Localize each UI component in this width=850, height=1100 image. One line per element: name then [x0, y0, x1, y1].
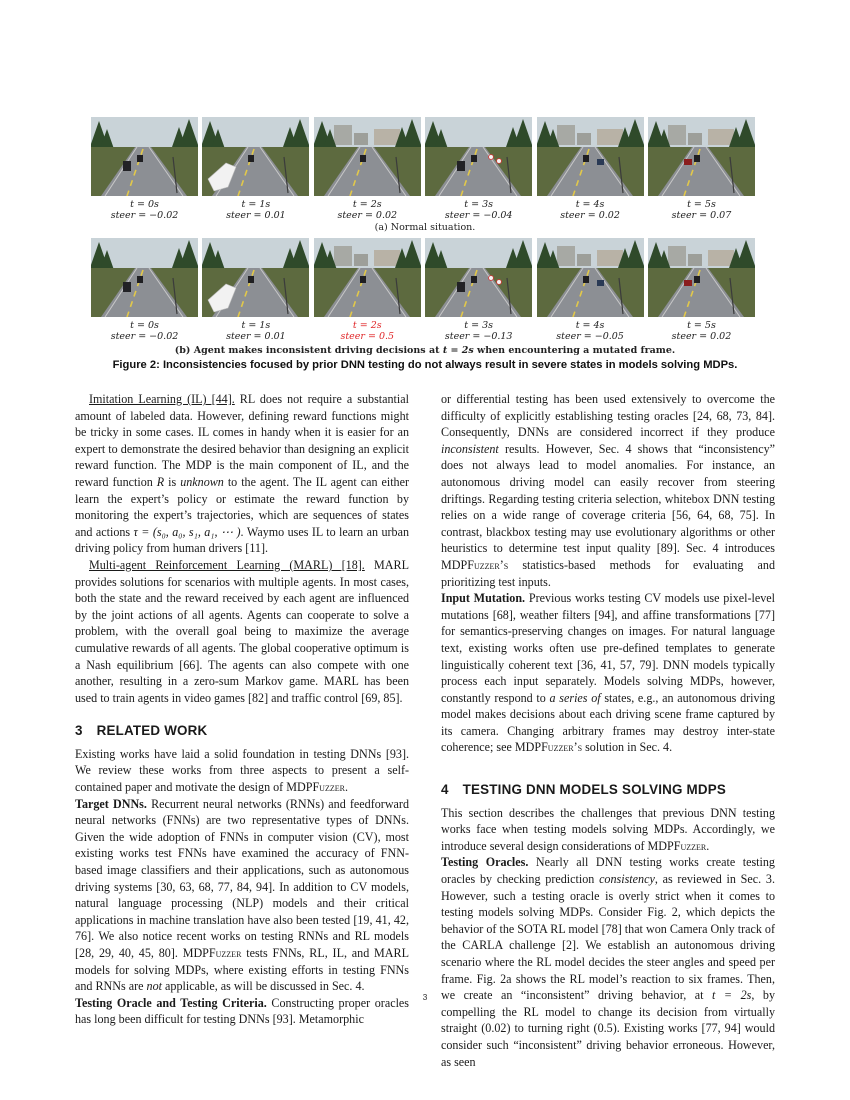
frame-cell: [91, 117, 198, 221]
driving-frame-image: [314, 238, 421, 317]
frame-cell: [648, 238, 755, 342]
section-heading-related-work: 3 RELATED WORK: [75, 723, 208, 739]
frame-steer-label: steer = −0.02: [110, 210, 179, 221]
building: [708, 129, 734, 145]
driving-frame-image: [314, 117, 421, 196]
car: [597, 280, 604, 286]
frame-time-label: t = 2s: [352, 199, 382, 210]
frame-time-label: t = 4s: [575, 320, 605, 331]
car: [583, 155, 589, 162]
frame-cell: [425, 238, 532, 342]
frame-time-label-mutated: t = 2s: [352, 320, 382, 331]
frame-cell: [314, 117, 421, 221]
driving-frame-image: [202, 117, 309, 196]
car: [457, 161, 465, 171]
frame-steer-label: steer = 0.07: [671, 210, 732, 221]
driving-frame-image: [537, 238, 644, 317]
traffic-sign: [497, 280, 502, 285]
building: [688, 254, 702, 266]
building: [597, 129, 623, 145]
frame-time-label: t = 1s: [241, 320, 271, 331]
building: [668, 246, 686, 266]
building: [708, 250, 734, 266]
car: [123, 282, 131, 292]
frame-time-label: t = 3s: [464, 320, 494, 331]
driving-frame-image: [425, 117, 532, 196]
section-heading-testing-mdps: 4 TESTING DNN MODELS SOLVING MDPS: [441, 782, 727, 798]
paragraph-imitation-learning: Imitation Learning (IL) [44]. RL does not require a substantial amount of labeled data. However, defining reward functions might be tricky in some cases. IL comes in handy when it is easier for an expert to demonstrate the desired behavior than designing an explicit reward function. The MDP is the main component of IL, and the reward function R is unknown to the agent. The IL agent can either learn the expert’s policy or estimate the reward function by monitoring the expert’s trajectories, which are sequences of states and actions τ = (s₀, a₀, s₁, a₁, ⋯ ). Waymo uses IL to learn an urban driving policy from human drivers [11].: [75, 392, 409, 556]
building: [557, 246, 575, 266]
frame-steer-label: steer = 0.02: [671, 331, 732, 342]
frame-time-label: t = 3s: [464, 199, 494, 210]
car: [684, 280, 692, 286]
traffic-sign: [497, 159, 502, 164]
driving-frame-image: [537, 117, 644, 196]
car: [457, 282, 465, 292]
paragraph-testing-oracles: Testing Oracles. Nearly all DNN testing works create testing oracles by checking prediction consistency, as reviewed in Sec. 3. However, such a testing oracle is overly strict when it comes to testing models solving MDPs. Consider Fig. 2, which depicts the behavior of the SOTA RL model [78] that won Camera Only track of the CARLA challenge [2]. We establish an autonomous driving scenario where the RL model decides the steer angles and speed per frame. Fig. 2a shows the RL model’s reaction to six frames. Then, we create an “inconsistent” driving behavior, at t = 2s, by compelling the RL model to change its decision from virtually straight (0.02) to turning right (0.5). Existing works [77, 94] would consider such “inconsistent” driving behavior erroneous. However, as seen: [441, 855, 776, 1069]
building: [577, 254, 591, 266]
frame-time-label: t = 0s: [130, 199, 159, 210]
car: [137, 155, 143, 162]
page-number: 3: [422, 992, 428, 1002]
car: [694, 276, 700, 283]
frame-time-label: t = 4s: [575, 199, 605, 210]
driving-frame-image: [425, 238, 532, 317]
figure-caption: Figure 2: Inconsistencies focused by prior DNN testing do not always result in severe states in models solving MDPs.: [112, 359, 738, 371]
frame-cell: [202, 117, 309, 221]
frame-time-label: t = 5s: [687, 199, 716, 210]
driving-frame-image: [648, 117, 755, 196]
car: [248, 276, 254, 283]
traffic-sign: [489, 276, 494, 281]
building: [668, 125, 686, 145]
building: [597, 250, 623, 266]
building: [354, 254, 368, 266]
paragraph-testing-oracle: Testing Oracle and Testing Criteria. Constructing proper oracles has long been difficult for testing DNNs [93]. Metamorphic: [75, 995, 409, 1027]
building: [557, 125, 575, 145]
frame-steer-label: steer = 0.02: [560, 210, 620, 221]
car: [597, 159, 604, 165]
frame-steer-label: steer = −0.02: [110, 331, 179, 342]
frame-cell: [91, 238, 198, 342]
building: [334, 246, 352, 266]
paragraph-related-intro: Existing works have laid a solid foundation in testing DNNs [93]. We review these works from three aspects to present a self-contained paper and motivate the design of MDPFuzzer.: [75, 746, 409, 795]
car: [360, 276, 366, 283]
term-marl: Multi-agent Reinforcement Learning (MARL) [18].: [89, 557, 365, 572]
paragraph-metamorphic: or differential testing has been used extensively to overcome the difficulty of explicitly establishing testing oracles [24, 68, 73, 84]. Consequently, DNNs are considered incorrect if they produce inconsistent results. However, Sec. 4 shows that “inconsistency” does not always lead to model anomalies. For instance, an autonomous driving model can easily recover from steering driftings. Regarding testing criteria selection, whitebox DNN testing relies on a wide range of coverage criteria [56, 64, 68, 75]. In contrast, blackbox testing may use evolutionary algorithms or other heuristics to determine test input quality [89]. Sec. 4 introduces MDPFuzzer’s statistics-based methods for evaluating and prioritizing test inputs.: [441, 392, 775, 589]
paragraph-target-dnns: Target DNNs. Recurrent neural networks (RNNs) and feedforward neural networks (FNNs) are two representative types of DNNs. Given the wide adoption of FNNs in computer vision (CV), most existing works test FNNs have examined the accuracy of FNN-based image classifiers and their applications, such as autonomous driving systems [30, 63, 68, 77, 84, 94]. In addition to CV models, natural language processing (NLP) models and their critical applications in machine translation have also been tested [19, 41, 42, 76]. We also notice recent works on testing RNNs and RL models [28, 29, 40, 45, 80]. MDPFuzzer tests FNNs, RL, IL, and MARL models for solving MDPs, where existing efforts in testing FNNs and RNNs are not applicable, as will be discussed in Sec. 4.: [75, 796, 409, 994]
term-imitation-learning: Imitation Learning (IL) [44].: [89, 392, 235, 406]
car: [471, 155, 477, 162]
frame-cell: [537, 238, 644, 342]
left-column: [75, 391, 409, 1028]
paragraph-input-mutation: Input Mutation. Previous works testing CV models use pixel-level mutations [68], weather filters [94], and affine transformations [77] for semantics-preserving changes on images. For natural language text, existing works often use pre-defined templates to generate linguistically coherent text [36, 41, 57, 79]. DNN models typically process each input separately. Models solving MDPs, however, constantly respond to a series of states, e.g., an autonomous driving model makes decisions about each driving scene frame captured by its camera. Changing arbitrary frames may destroy inter-state coherence; see MDPFuzzer’s solution in Sec. 4.: [441, 591, 776, 755]
building: [334, 125, 352, 145]
frame-steer-label: steer = −0.05: [556, 331, 624, 342]
car: [248, 155, 254, 162]
building: [688, 133, 702, 145]
frame-time-label: t = 5s: [687, 320, 716, 331]
car: [684, 159, 692, 165]
subfigure-caption-b: (b) Agent makes inconsistent driving decisions at t = 2s when encountering a mutated frame.: [174, 345, 676, 356]
car: [137, 276, 143, 283]
figure-row-b: [91, 238, 755, 342]
frame-cell: [314, 238, 421, 342]
car: [471, 276, 477, 283]
driving-frame-image: [202, 238, 309, 317]
building: [577, 133, 591, 145]
frame-cell: [202, 238, 309, 342]
car: [123, 161, 131, 171]
frame-cell: [425, 117, 532, 221]
car: [360, 155, 366, 162]
paragraph-marl: Multi-agent Reinforcement Learning (MARL) [18]. MARL provides solutions for scenarios with multiple agents. In most cases, both the state and the reward received by each agent are influenced by the joint actions of all agents. Agents can cooperate to solve a problem, with the overall goal being to maximize the average cumulative rewards of all agents. The global cooperative optimum is a Nash equilibrium [66]. The agents can also compete with one another, resulting in a zero-sum Markov game. MARL has been used to train agents in video games [82] and traffic control [69, 85].: [75, 557, 409, 705]
driving-frame-image: [91, 117, 198, 196]
subfigure-caption-a: (a) Normal situation.: [374, 222, 476, 233]
right-column: [441, 391, 775, 1070]
building: [374, 129, 400, 145]
frame-steer-label: steer = 0.02: [337, 210, 398, 221]
frame-cell: [537, 117, 644, 221]
car: [583, 276, 589, 283]
driving-frame-image: [648, 238, 755, 317]
driving-frame-image: [91, 238, 198, 317]
frame-steer-label: steer = −0.13: [444, 331, 513, 342]
frame-time-label: t = 0s: [130, 320, 159, 331]
traffic-sign: [489, 155, 494, 160]
frame-steer-label: steer = 0.01: [226, 331, 286, 342]
frame-steer-label-mutated: steer = 0.5: [340, 331, 395, 342]
frame-steer-label: steer = −0.04: [444, 210, 513, 221]
frame-cell: [648, 117, 755, 221]
building: [374, 250, 400, 266]
frame-steer-label: steer = 0.01: [226, 210, 286, 221]
figure-row-a: [91, 117, 755, 221]
building: [354, 133, 368, 145]
car: [694, 155, 700, 162]
paragraph-section4-intro: This section describes the challenges that previous DNN testing works face when testing models solving MDPs. Accordingly, we introduce several design considerations of MDPFuzzer.: [441, 805, 775, 853]
frame-time-label: t = 1s: [241, 199, 271, 210]
